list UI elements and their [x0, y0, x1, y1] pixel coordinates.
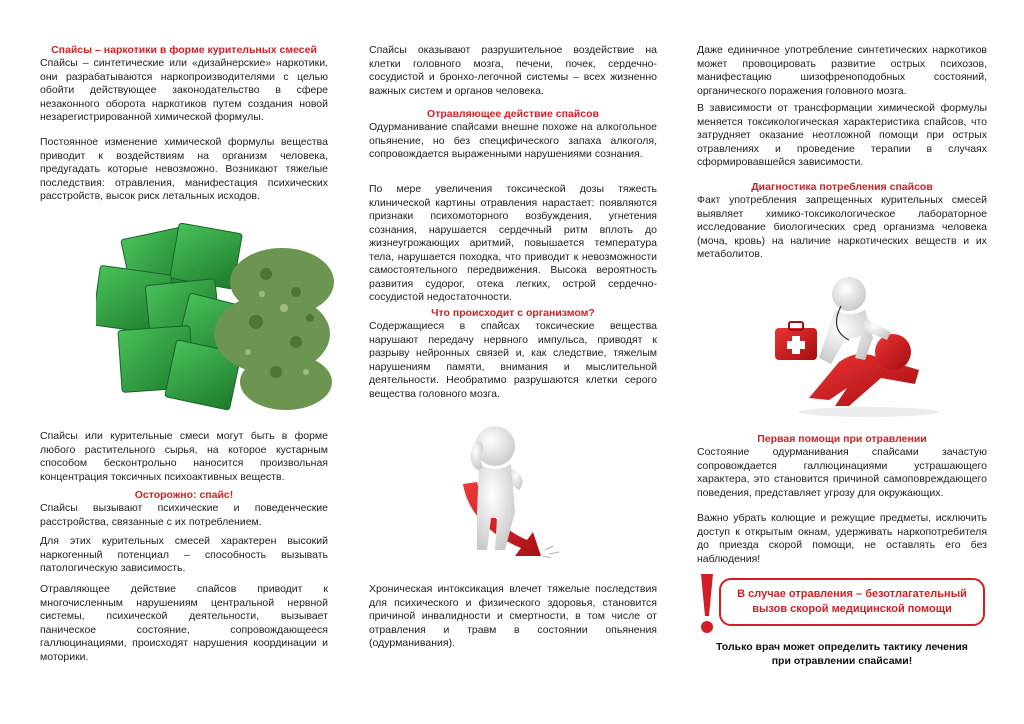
emergency-call-box	[719, 578, 985, 626]
heading-body-effects: Что происходит с организмом?	[431, 307, 595, 319]
heading-spice-definition: Спайсы – наркотики в форме курительных смесей	[51, 44, 317, 56]
paragraph: Одурманивание спайсами внешне похоже на алкогольное опьянение, но без специфического запаха алкоголя, сопровождается выраженными нарушениями сознания.	[369, 121, 657, 160]
paragraph: Даже единичное употребление синтетических наркотиков может провоцировать развитие острых психозов, манифестацию шизофреноподобных состояний, органического поражения головного мозга.	[697, 44, 987, 97]
heading-diagnostics: Диагностика потребления спайсов	[751, 181, 933, 193]
exclamation-icon	[697, 572, 717, 636]
doctor-note-line-2: при отравлении спайсами!	[771, 655, 913, 667]
paragraph: Спайсы вызывают психические и поведенческие расстройства, связанные с их потреблением.	[40, 502, 328, 528]
paragraph: Состояние одурманивания спайсами зачастую сопровождается галлюцинациями устрашающего характера, это становится причиной самоповреждающего поведения, представляет угрозу для окружающих.	[697, 446, 987, 499]
heading-first-aid: Первая помощи при отравлении	[757, 433, 927, 445]
paragraph: В зависимости от трансформации химической формулы меняется токсикологическая характеристика спайсов, что затрудняет оказание неотложной помощи при острых отравлениях и проведение терапии в случаях сформировавшейся зависимости.	[697, 102, 987, 168]
spice-packets-image	[96, 222, 328, 420]
paragraph: Спайсы или курительные смеси могут быть в форме любого растительного сырья, на которое кустарным способом бесконтрольно наносится произвольная концентрация токсичных психоактивных веществ.	[40, 430, 328, 483]
heading-caution: Осторожно: спайс!	[134, 489, 234, 501]
doctor-note	[697, 640, 987, 668]
warning-line-1: В случае отравления – безотлагательный	[737, 588, 967, 600]
paragraph: Факт употребления запрещенных курительных смесей выявляет химико-токсикологическое лабораторное исследование биологических сред организма человека (моча, кровь) на наличие наркотических веществ и их метаболитов.	[697, 194, 987, 260]
heading-toxic-effect: Отравляющее действие спайсов	[427, 108, 599, 120]
warning-line-2: вызов скорой медицинской помощи	[752, 603, 952, 615]
paragraph: Спайсы – синтетические или «дизайнерские» наркотики, они разрабатываются наркопроизводителями с целью обойти действующее законодательство в сфере незаконного оборота наркотиков путем создания новой незарегистрированной химической формулы.	[40, 57, 328, 123]
headache-figure-image	[449, 420, 657, 560]
column-2	[369, 0, 657, 724]
paragraph: Спайсы оказывают разрушительное воздействие на клетки головного мозга, печени, почек, сердечно-сосудистой и бронхо-легочной системы – всех жизненно важных систем и органов человека.	[369, 44, 657, 97]
paragraph: Важно убрать колющие и режущие предметы, исключить доступ к открытым окнам, удерживать наркопотребителя до приезда скорой помощи, не оставлять его без наблюдения!	[697, 512, 987, 565]
column-1	[40, 0, 328, 724]
paragraph: Для этих курительных смесей характерен высокий наркогенный потенциал – способность вызывать патологическую зависимость.	[40, 535, 328, 574]
doctor-note-line-1: Только врач может определить тактику лечения	[716, 641, 968, 653]
paragraph: По мере увеличения токсической дозы тяжесть клинической картины отравления нарастает: появляются признаки психомоторного возбуждения, угнетения сознания, нарушается сердечный ритм вплоть до жизнеугрожающих аритмий, повышается температура тела, нарушается походка, что приводит к невозможности самостоятельного передвижения. Высока вероятность развития судорог, отека легких, острой сердечно-сосудистой недостаточности.	[369, 183, 657, 303]
column-3	[697, 0, 987, 724]
paragraph: Хроническая интоксикация влечет тяжелые последствия для психического и физического здоровья, становится причиной инвалидности и смертности, в том числе от отравления и травм в состоянии опьянения (одурманивания).	[369, 583, 657, 649]
paragraph: Отравляющее действие спайсов приводит к многочисленным нарушениям центральной нервной системы, психической деятельности, вызывает паническое состояние, сопровождающееся галлюцинациями, происходят нарушения координации и моторики.	[40, 583, 328, 663]
first-aid-figure-image	[769, 270, 987, 420]
paragraph: Содержащиеся в спайсах токсические вещества нарушают передачу нервного импульса, приводят к разрыву нейронных связей и, как следствие, тяжелым нарушениям памяти, внимания и мыслительной деятельности. Необратимо разрушаются клетки серого вещества головного мозга.	[369, 320, 657, 400]
paragraph: Постоянное изменение химической формулы вещества приводит к воздействиям на организм человека, предугадать которые невозможно. Возникают тяжелые последствия: отравления, манифестация психических расстройств, высок риск летальных исходов.	[40, 136, 328, 202]
